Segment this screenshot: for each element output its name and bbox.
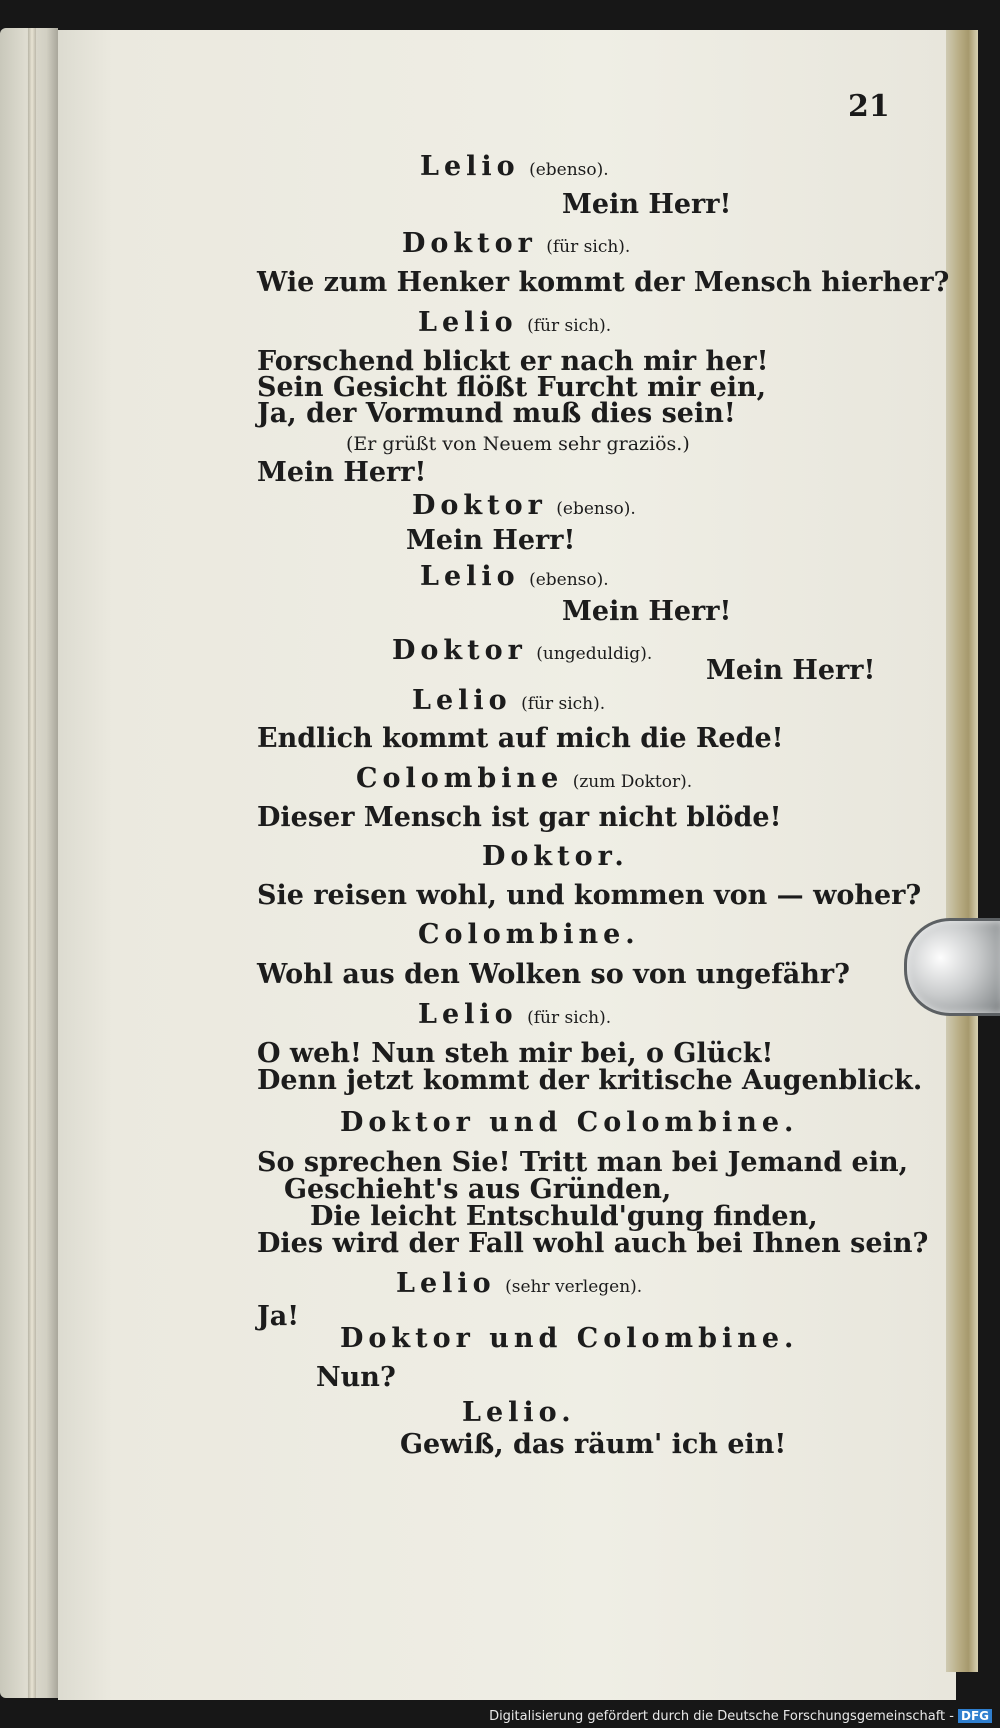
verse-line: Dies wird der Fall wohl auch bei Ihnen sein? [257, 1228, 929, 1259]
stage-direction: (für sich). [527, 1008, 612, 1028]
verse-line: O weh! Nun steh mir bei, o Glück! [257, 1038, 774, 1069]
stage-direction: (ebenso). [529, 570, 609, 590]
page-stack-edge [946, 30, 978, 1672]
verse-line: Ja, der Vormund muß dies sein! [257, 398, 736, 429]
speaker-name: Doktor [402, 228, 537, 259]
verse-line: Dieser Mensch ist gar nicht blöde! [257, 802, 782, 833]
verse-line: Mein Herr! [406, 525, 576, 556]
stage-direction: (ebenso). [556, 499, 636, 519]
verse-line: Mein Herr! [562, 596, 732, 627]
page-number: 21 [848, 89, 890, 124]
speaker-name: Lelio [418, 307, 518, 338]
stage-direction: (sehr verlegen). [505, 1277, 643, 1297]
speaker-line [356, 764, 692, 797]
verse-line: Die leicht Entschuld'gung finden, [310, 1201, 818, 1232]
verse-line: Mein Herr! [257, 457, 427, 488]
speaker-name: Doktor und Colombine. [340, 1323, 799, 1354]
speaker-line [420, 562, 609, 595]
speaker-name: Lelio [412, 685, 512, 716]
speaker-line [418, 920, 640, 950]
speaker-name: Doktor und Colombine. [340, 1107, 799, 1138]
speaker-name: Doktor [412, 490, 547, 521]
speaker-name: Lelio. [462, 1397, 576, 1428]
footer-credit [489, 1709, 992, 1724]
verse-line: Sein Gesicht flößt Furcht mir ein, [257, 372, 767, 403]
verse-line: Wie zum Henker kommt der Mensch hierher? [257, 267, 950, 298]
speaker-line [340, 1108, 798, 1138]
stage-direction: (für sich). [521, 694, 606, 714]
verse-line: Mein Herr! [562, 189, 732, 220]
speaker-name: Lelio [418, 999, 518, 1030]
verse-line: Geschieht's aus Gründen, [284, 1174, 672, 1205]
verse-line: Endlich kommt auf mich die Rede! [257, 723, 784, 754]
page-turn-tab[interactable] [904, 918, 1000, 1016]
speaker-line [418, 308, 611, 341]
verse-line: Forschend blickt er nach mir her! [257, 346, 769, 377]
stage-direction: (ebenso). [529, 160, 609, 180]
verse-line: Gewiß, das räum' ich ein! [400, 1429, 787, 1460]
speaker-name: Lelio [396, 1268, 496, 1299]
stage-direction: (zum Doktor). [572, 772, 693, 792]
speaker-line [340, 1324, 798, 1354]
stage-direction: (für sich). [527, 316, 612, 336]
footer-credit-text: Digitalisierung gefördert durch die Deutsche Forschungsgemeinschaft - [489, 1709, 954, 1724]
dfg-logo: DFG [958, 1709, 992, 1723]
speaker-line [402, 229, 630, 262]
speaker-line [482, 842, 629, 872]
verse-line: Mein Herr! [706, 655, 876, 686]
verse-line: So sprechen Sie! Tritt man bei Jemand ein, [257, 1147, 909, 1178]
stage-direction: (für sich). [546, 237, 631, 257]
stage-direction: (ungeduldig). [536, 644, 653, 664]
verse-line: Nun? [316, 1362, 396, 1393]
speaker-name: Lelio [420, 151, 520, 182]
verse-line: Denn jetzt kommt der kritische Augenblick. [257, 1065, 923, 1096]
verse-line: Ja! [257, 1301, 300, 1332]
speaker-name: Doktor. [482, 841, 629, 872]
speaker-line [412, 686, 605, 719]
speaker-line [418, 1000, 611, 1033]
book-gutter [28, 28, 36, 1698]
speaker-name: Lelio [420, 561, 520, 592]
verse-line: Sie reisen wohl, und kommen von — woher? [257, 880, 922, 911]
speaker-line [396, 1269, 642, 1302]
speaker-name: Doktor [392, 635, 527, 666]
speaker-line [420, 152, 609, 185]
speaker-line [392, 636, 652, 669]
verse-line: Wohl aus den Wolken so von ungefähr? [257, 959, 850, 990]
speaker-line [412, 491, 636, 524]
speaker-name: Colombine. [418, 919, 640, 950]
stage-direction-line: (Er grüßt von Neuem sehr graziös.) [346, 433, 690, 455]
speaker-line [462, 1398, 576, 1428]
speaker-name: Colombine [356, 763, 564, 794]
